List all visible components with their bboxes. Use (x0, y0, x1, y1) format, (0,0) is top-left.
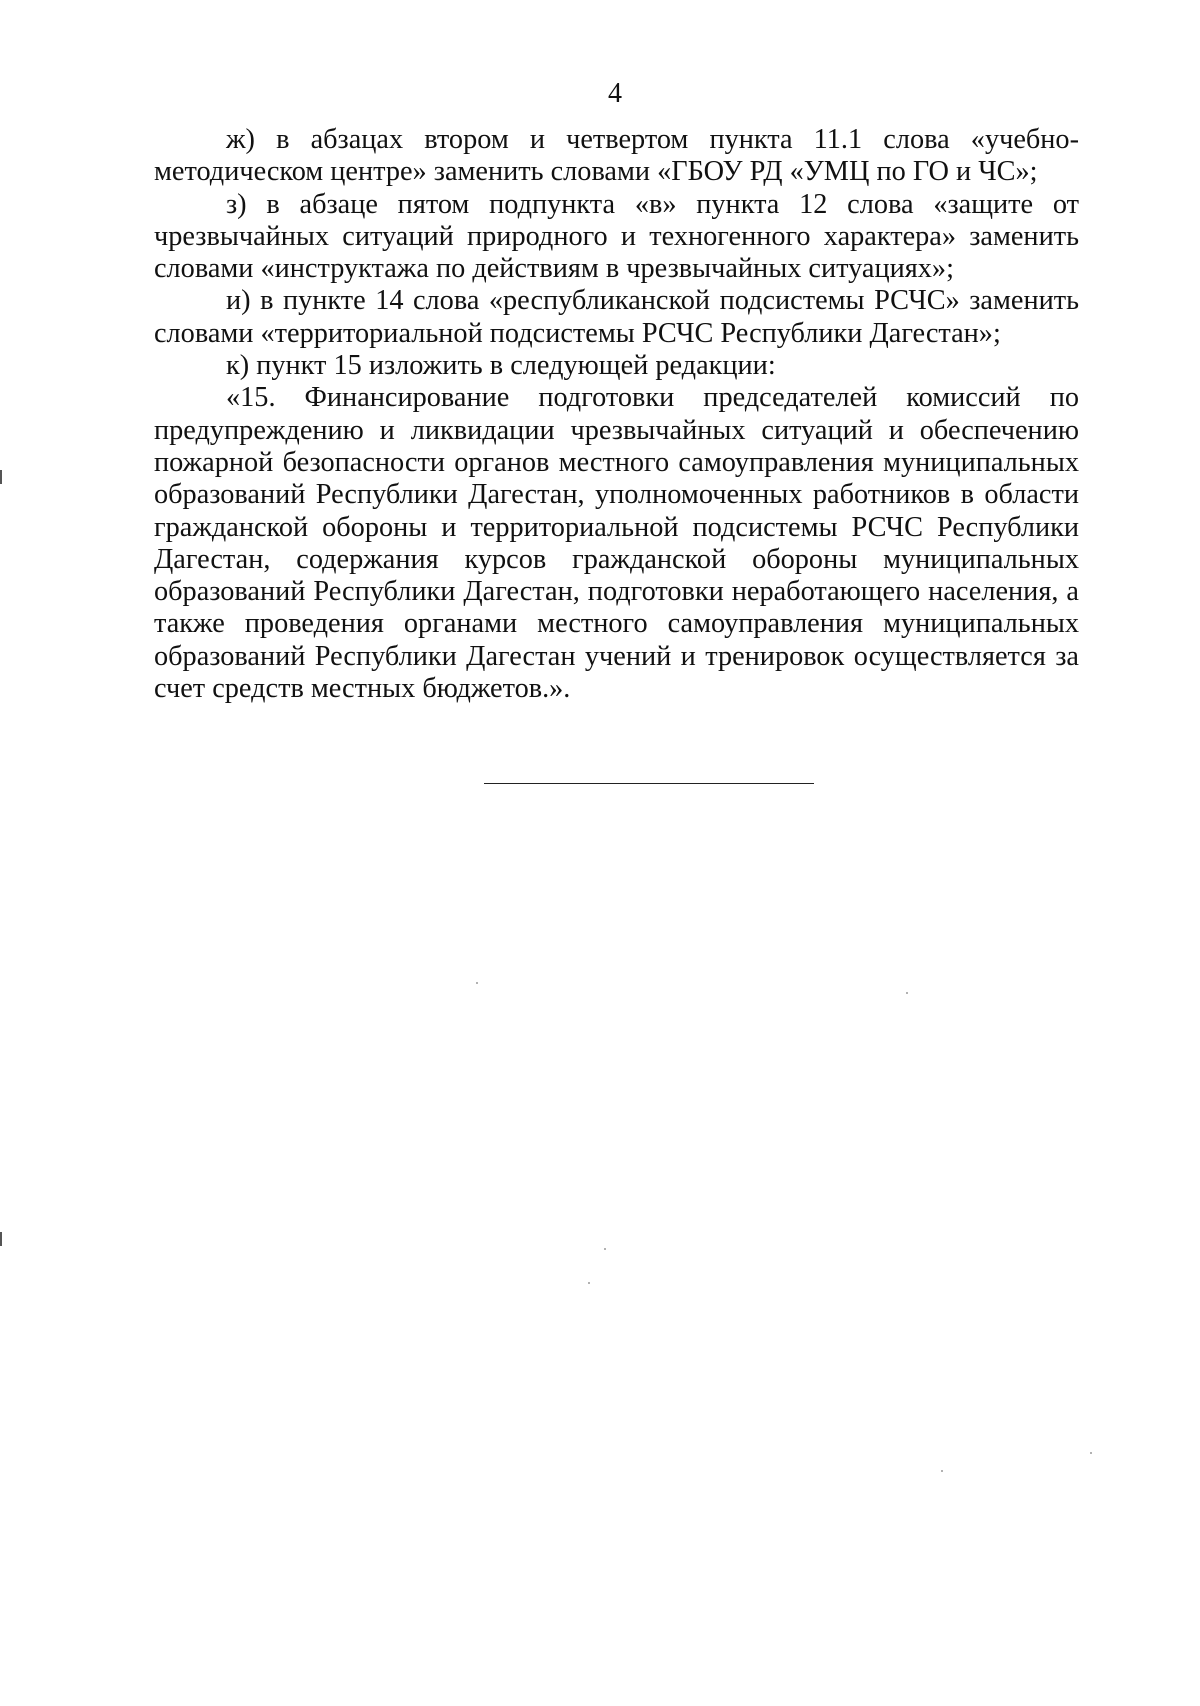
scan-edge-mark (0, 1232, 2, 1246)
page-number: 4 (608, 78, 622, 109)
scan-speck (476, 982, 478, 984)
paragraph-k: к) пункт 15 изложить в следующей редакции: (226, 350, 776, 382)
scan-speck (941, 1470, 943, 1472)
closing-separator-line (484, 783, 814, 784)
document-body (154, 124, 1079, 705)
paragraph-15: «15. Финансирование подготовки председателей комиссий по предупреждению и ликвидации чрезвычайных ситуаций и обеспечению пожарной безопасности органов местного самоуправления муниципальных образований Республики Дагестан, уполномоченных работников в области гражданской обороны и территориальной подсистемы РСЧС Республики Дагестан, содержания курсов гражданской обороны муниципальных образований Республики Дагестан, подготовки неработающего населения, а также проведения органами местного самоуправления муниципальных образований Республики Дагестан учений и тренировок осуществляется за счет средств местных бюджетов.». (154, 382, 1079, 705)
scan-speck (588, 1282, 590, 1284)
paragraph-z: з) в абзаце пятом подпункта «в» пункта 12 слова «защите от чрезвычайных ситуаций природного и техногенного характера» заменить словами «инструктажа по действиям в чрезвычайных ситуациях»; (154, 188, 1079, 285)
scan-speck (604, 1248, 606, 1250)
paragraph-zh: ж) в абзацах втором и четвертом пункта 11.1 слова «учебно-методическом центре» заменить словами «ГБОУ РД «УМЦ по ГО и ЧС»; (154, 124, 1079, 188)
scan-speck (1090, 1452, 1092, 1454)
scan-speck (906, 992, 908, 994)
scan-edge-mark (0, 470, 2, 484)
paragraph-i: и) в пункте 14 слова «республиканской подсистемы РСЧС» заменить словами «территориальной подсистемы РСЧС Республики Дагестан»; (154, 285, 1079, 349)
